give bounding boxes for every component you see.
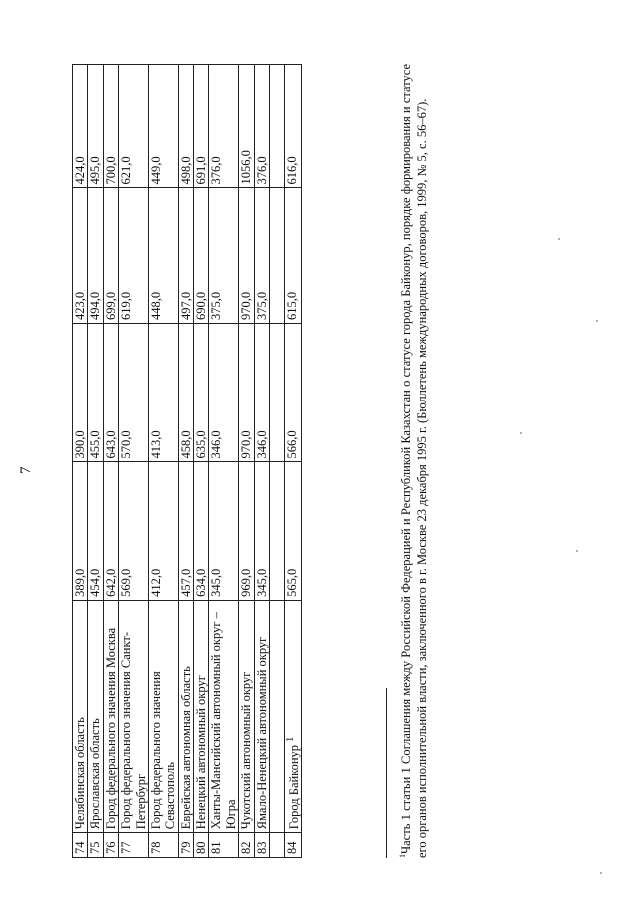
page-number: 7 bbox=[18, 466, 34, 474]
value-col-1: 642,0 bbox=[103, 462, 118, 600]
region-name: Челябинская область bbox=[73, 600, 88, 832]
value-col-3: 423,0 bbox=[73, 188, 88, 324]
value-col-1: 412,0 bbox=[148, 462, 178, 600]
table-row bbox=[103, 65, 118, 858]
region-name: Город федерального значения Москва bbox=[103, 600, 118, 832]
value-col-3: 615,0 bbox=[284, 188, 302, 324]
scan-speck bbox=[576, 550, 578, 552]
row-number: 79 bbox=[178, 833, 193, 858]
table-row bbox=[239, 65, 254, 858]
row-number: 80 bbox=[194, 833, 209, 858]
value-col-3: 448,0 bbox=[148, 188, 178, 324]
value-col-1: 565,0 bbox=[284, 462, 302, 600]
value-col-2: 643,0 bbox=[103, 324, 118, 462]
value-col-3: 497,0 bbox=[178, 188, 193, 324]
value-col-2: 390,0 bbox=[73, 324, 88, 462]
region-name: Ханты-Мансийский автономный округ – Югра bbox=[209, 600, 239, 832]
region-name: Ненецкий автономный округ bbox=[194, 600, 209, 832]
row-number: 78 bbox=[148, 833, 178, 858]
value-col-2: 346,0 bbox=[254, 324, 269, 462]
value-col-2: 970,0 bbox=[239, 324, 254, 462]
row-number: 83 bbox=[254, 833, 269, 858]
value-col-4: 1056,0 bbox=[239, 65, 254, 188]
value-col-4: 616,0 bbox=[284, 65, 302, 188]
value-col-1: 969,0 bbox=[239, 462, 254, 600]
blank-cell bbox=[269, 65, 284, 188]
value-col-1: 569,0 bbox=[119, 462, 149, 600]
scan-speck bbox=[520, 432, 522, 434]
row-number: 75 bbox=[88, 833, 103, 858]
row-number: 76 bbox=[103, 833, 118, 858]
table-row bbox=[73, 65, 88, 858]
value-col-2: 455,0 bbox=[88, 324, 103, 462]
value-col-2: 635,0 bbox=[194, 324, 209, 462]
value-col-4: 376,0 bbox=[209, 65, 239, 188]
row-number: 81 bbox=[209, 833, 239, 858]
value-col-3: 375,0 bbox=[254, 188, 269, 324]
row-number: 74 bbox=[73, 833, 88, 858]
footnote-text: Часть 1 статьи 1 Соглашения между Российской Федерацией и Республикой Казахстан о статусе города Байконур, порядке формирования и статусе его органов исполнительной власти, заключенного в г. Москве 23 декабря 1995 г. (Бюллетень международных договоров, 1999, № 5, с. 56–67). bbox=[399, 64, 430, 858]
region-name-text: Город Байконур bbox=[287, 744, 302, 830]
value-col-1: 454,0 bbox=[88, 462, 103, 600]
row-number: 84 bbox=[284, 833, 302, 858]
value-col-4: 376,0 bbox=[254, 65, 269, 188]
blank-cell bbox=[269, 833, 284, 858]
value-col-3: 970,0 bbox=[239, 188, 254, 324]
blank-cell bbox=[269, 324, 284, 462]
footnote-marker: 1 bbox=[398, 854, 407, 858]
row-number: 82 bbox=[239, 833, 254, 858]
table-row bbox=[119, 65, 149, 858]
value-col-2: 566,0 bbox=[284, 324, 302, 462]
value-col-4: 449,0 bbox=[148, 65, 178, 188]
table-row-final bbox=[284, 65, 302, 858]
footnote bbox=[398, 64, 431, 858]
blank-cell bbox=[269, 462, 284, 600]
value-col-4: 424,0 bbox=[73, 65, 88, 188]
value-col-4: 495,0 bbox=[88, 65, 103, 188]
region-name: Ярославская область bbox=[88, 600, 103, 832]
value-col-3: 690,0 bbox=[194, 188, 209, 324]
region-name: Еврейская автономная область bbox=[178, 600, 193, 832]
value-col-2: 413,0 bbox=[148, 324, 178, 462]
value-col-4: 621,0 bbox=[119, 65, 149, 188]
scan-speck bbox=[558, 238, 560, 240]
scan-speck bbox=[600, 872, 602, 874]
table-row bbox=[178, 65, 193, 858]
value-col-4: 498,0 bbox=[178, 65, 193, 188]
value-col-3: 699,0 bbox=[103, 188, 118, 324]
blank-cell bbox=[269, 188, 284, 324]
region-name: Чукотский автономный округ bbox=[239, 600, 254, 832]
table-row bbox=[254, 65, 269, 858]
value-col-1: 457,0 bbox=[178, 462, 193, 600]
region-name: Город федерального значения Севастополь bbox=[148, 600, 178, 832]
value-col-1: 345,0 bbox=[254, 462, 269, 600]
value-col-3: 375,0 bbox=[209, 188, 239, 324]
region-name bbox=[284, 600, 302, 832]
value-col-2: 346,0 bbox=[209, 324, 239, 462]
region-name: Город федерального значения Санкт-Петербург bbox=[119, 600, 149, 832]
value-col-2: 458,0 bbox=[178, 324, 193, 462]
footnote-ref[interactable]: 1 bbox=[284, 736, 296, 742]
data-table bbox=[72, 64, 302, 858]
value-col-1: 389,0 bbox=[73, 462, 88, 600]
table-row bbox=[148, 65, 178, 858]
blank-cell bbox=[269, 600, 284, 832]
value-col-4: 691,0 bbox=[194, 65, 209, 188]
blank-row bbox=[269, 65, 284, 858]
table-row bbox=[209, 65, 239, 858]
value-col-1: 634,0 bbox=[194, 462, 209, 600]
table-row bbox=[88, 65, 103, 858]
footnote-separator bbox=[386, 688, 387, 858]
table-row bbox=[194, 65, 209, 858]
value-col-1: 345,0 bbox=[209, 462, 239, 600]
scan-speck bbox=[596, 320, 598, 322]
value-col-3: 619,0 bbox=[119, 188, 149, 324]
row-number: 77 bbox=[119, 833, 149, 858]
value-col-2: 570,0 bbox=[119, 324, 149, 462]
value-col-3: 494,0 bbox=[88, 188, 103, 324]
value-col-4: 700,0 bbox=[103, 65, 118, 188]
region-name: Ямало-Ненецкий автономный округ bbox=[254, 600, 269, 832]
